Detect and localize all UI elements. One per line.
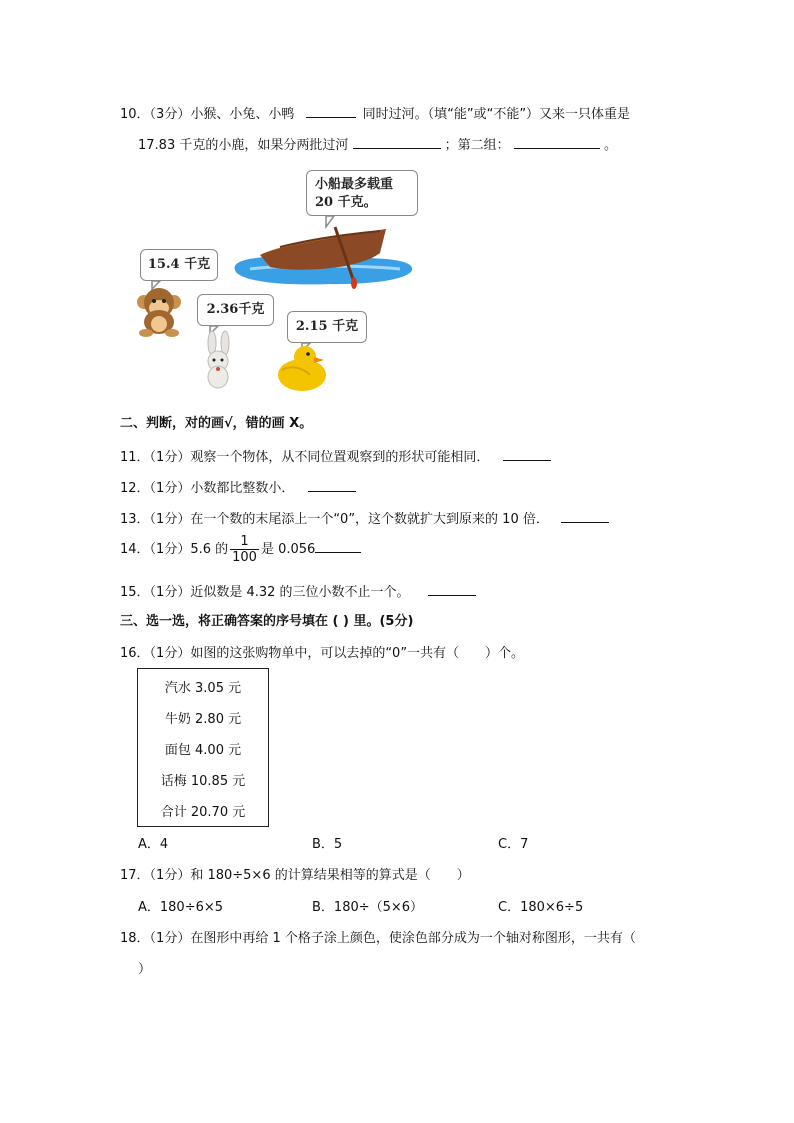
q13 (120, 508, 609, 530)
q10-line1 (120, 103, 630, 125)
q12-text: 12．（1分）小数都比整数小． (120, 481, 295, 496)
receipt-row: 牛奶 2.80 元 (164, 712, 242, 727)
receipt-row: 话梅 10.85 元 (160, 774, 246, 789)
q10-text-d: ；第二组： (444, 138, 510, 153)
q15 (120, 581, 476, 603)
q17-option-a[interactable]: A．180÷6×5 (138, 900, 224, 915)
q10-blank-3[interactable] (514, 134, 600, 149)
q10-blank-1[interactable] (306, 103, 356, 118)
q11-text: 11．（1分）观察一个物体，从不同位置观察到的形状可能相同． (120, 450, 490, 465)
q14-blank[interactable] (315, 538, 361, 553)
q14-denominator: 100 (232, 550, 257, 565)
q10-blank-2[interactable] (353, 134, 441, 149)
shopping-receipt (137, 668, 269, 827)
section2-title: 二、判断，对的画√，错的画 X。 (120, 416, 313, 431)
q15-blank[interactable] (428, 581, 476, 596)
receipt-row: 合计 20.70 元 (160, 805, 246, 820)
q10-text-c: 17.83 千克的小鹿，如果分两批过河 (138, 138, 349, 153)
q14 (120, 532, 361, 568)
q10-text-a: 10．（3分）小猴、小兔、小鸭 (120, 107, 295, 122)
q14-numerator: 1 (230, 534, 259, 550)
q12 (120, 477, 356, 499)
q16-option-a[interactable]: A．4 (138, 837, 169, 852)
q11 (120, 446, 551, 468)
q18-line1: 18．（1分）在图形中再给 1 个格子涂上颜色，使涂色部分成为一个轴对称图形，一共有（ (120, 931, 636, 946)
duck-weight: 2.15 千克 (295, 319, 359, 334)
receipt-row: 面包 4.00 元 (164, 743, 242, 758)
q17-option-c[interactable]: C．180×6÷5 (498, 900, 584, 915)
duck (130, 165, 430, 400)
q10-text-e: 。 (603, 138, 617, 153)
q16-option-c[interactable]: C．7 (498, 837, 529, 852)
q17-text: 17．（1分）和 180÷5×6 的计算结果相等的算式是（ ） (120, 868, 470, 883)
q13-blank[interactable] (561, 508, 609, 523)
q13-text: 13．（1分）在一个数的末尾添上一个“0”，这个数就扩大到原来的 10 倍． (120, 512, 549, 527)
q17-option-b[interactable]: B．180÷（5×6） (312, 900, 424, 915)
rabbit-weight: 2.36千克 (206, 302, 265, 317)
q14-text-a: 14．（1分）5.6 的 (120, 542, 229, 557)
monkey-weight: 15.4 千克 (147, 257, 211, 272)
q11-blank[interactable] (503, 446, 551, 461)
boat-capacity-line1: 小船最多载重 (315, 177, 394, 192)
q10-text-b: 同时过河。（填“能”或“不能”）又来一只体重是 (362, 107, 631, 122)
q15-text: 15．（1分）近似数是 4.32 的三位小数不止一个。 (120, 585, 410, 600)
q10-illustration (130, 165, 430, 400)
q16-text: 16．（1分）如图的这张购物单中，可以去掉的“0”一共有（ ）个。 (120, 646, 525, 661)
q14-fraction (230, 534, 259, 565)
q12-blank[interactable] (308, 477, 356, 492)
q16-option-b[interactable]: B．5 (312, 837, 343, 852)
section3-title: 三、选一选，将正确答案的序号填在 ( ) 里。(5分) (120, 614, 414, 629)
receipt-row: 汽水 3.05 元 (164, 681, 242, 696)
q10-line2 (138, 134, 617, 156)
duck-icon (278, 346, 326, 391)
boat-capacity-line2: 20 千克。 (315, 195, 377, 210)
q18-line2: ） (138, 962, 152, 977)
q14-text-b: 是 0.056 (260, 542, 316, 557)
